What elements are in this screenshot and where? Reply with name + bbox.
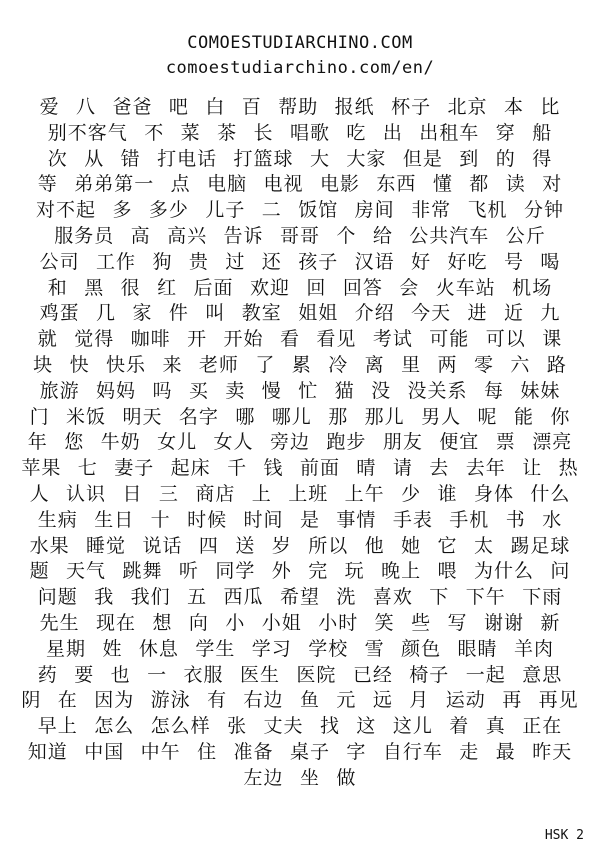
word-line: 门 米饭 明天 名字 哪 哪儿 那 那儿 男人 呢 能 你 <box>29 405 571 428</box>
word-line: 早上 怎么 怎么样 张 丈夫 找 这 这儿 着 真 正在 <box>37 715 563 738</box>
word-line: 旅游 妈妈 吗 买 卖 慢 忙 猫 没 没关系 每 妹妹 <box>39 379 561 402</box>
page-header <box>0 30 600 80</box>
word-line: 先生 现在 想 向 小 小姐 小时 笑 些 写 谢谢 新 <box>39 611 561 634</box>
word-line: 知道 中国 中午 住 准备 桌子 字 自行车 走 最 昨天 <box>27 740 573 763</box>
word-line: 水果 睡觉 说话 四 送 岁 所以 他 她 它 太 踢足球 <box>29 534 571 557</box>
word-line: 对不起 多 多少 儿子 二 饭馆 房间 非常 飞机 分钟 <box>36 199 564 222</box>
word-line: 次 从 错 打电话 打篮球 大 大家 但是 到 的 得 <box>47 147 553 170</box>
site-title: COMOESTUDIARCHINO.COM <box>187 33 413 53</box>
word-line: 年 您 牛奶 女儿 女人 旁边 跑步 朋友 便宜 票 漂亮 <box>27 431 573 454</box>
word-line: 人 认识 日 三 商店 上 上班 上午 少 谁 身体 什么 <box>29 482 571 505</box>
word-line: 公司 工作 狗 贵 过 还 孩子 汉语 好 好吃 号 喝 <box>39 250 561 273</box>
word-line: 阴 在 因为 游泳 有 右边 鱼 元 远 月 运动 再 再见 <box>21 689 579 712</box>
word-line: 药 要 也 一 衣服 医生 医院 已经 椅子 一起 意思 <box>37 663 563 686</box>
word-line: 苹果 七 妻子 起床 千 钱 前面 晴 请 去 去年 让 热 <box>21 457 579 480</box>
word-line: 就 觉得 咖啡 开 开始 看 看见 考试 可能 可以 课 <box>37 328 563 351</box>
hsk-level-label: HSK 2 <box>544 828 584 843</box>
word-line: 鸡蛋 几 家 件 叫 教室 姐姐 介绍 今天 进 近 九 <box>39 302 561 325</box>
vocabulary-word-list <box>10 95 590 792</box>
word-line: 别不客气 不 菜 茶 长 唱歌 吃 出 出租车 穿 船 <box>47 121 553 144</box>
word-line: 问题 我 我们 五 西瓜 希望 洗 喜欢 下 下午 下雨 <box>37 586 563 609</box>
word-line: 等 弟弟第一 点 电脑 电视 电影 东西 懂 都 读 对 <box>37 173 563 196</box>
word-line: 爱 八 爸爸 吧 白 百 帮助 报纸 杯子 北京 本 比 <box>39 96 561 118</box>
word-line: 星期 姓 休息 学生 学习 学校 雪 颜色 眼睛 羊肉 <box>46 637 554 660</box>
word-line: 服务员 高 高兴 告诉 哥哥 个 给 公共汽车 公斤 <box>54 224 546 247</box>
site-url: comoestudiarchino.com/en/ <box>165 58 435 78</box>
word-line: 和 黑 很 红 后面 欢迎 回 回答 会 火车站 机场 <box>47 276 553 299</box>
word-line: 左边 坐 做 <box>243 766 357 789</box>
word-line: 题 天气 跳舞 听 同学 外 完 玩 晚上 喂 为什么 问 <box>29 560 571 583</box>
word-line: 块 快 快乐 来 老师 了 累 冷 离 里 两 零 六 路 <box>33 353 567 376</box>
word-line: 生病 生日 十 时候 时间 是 事情 手表 手机 书 水 <box>37 508 563 531</box>
